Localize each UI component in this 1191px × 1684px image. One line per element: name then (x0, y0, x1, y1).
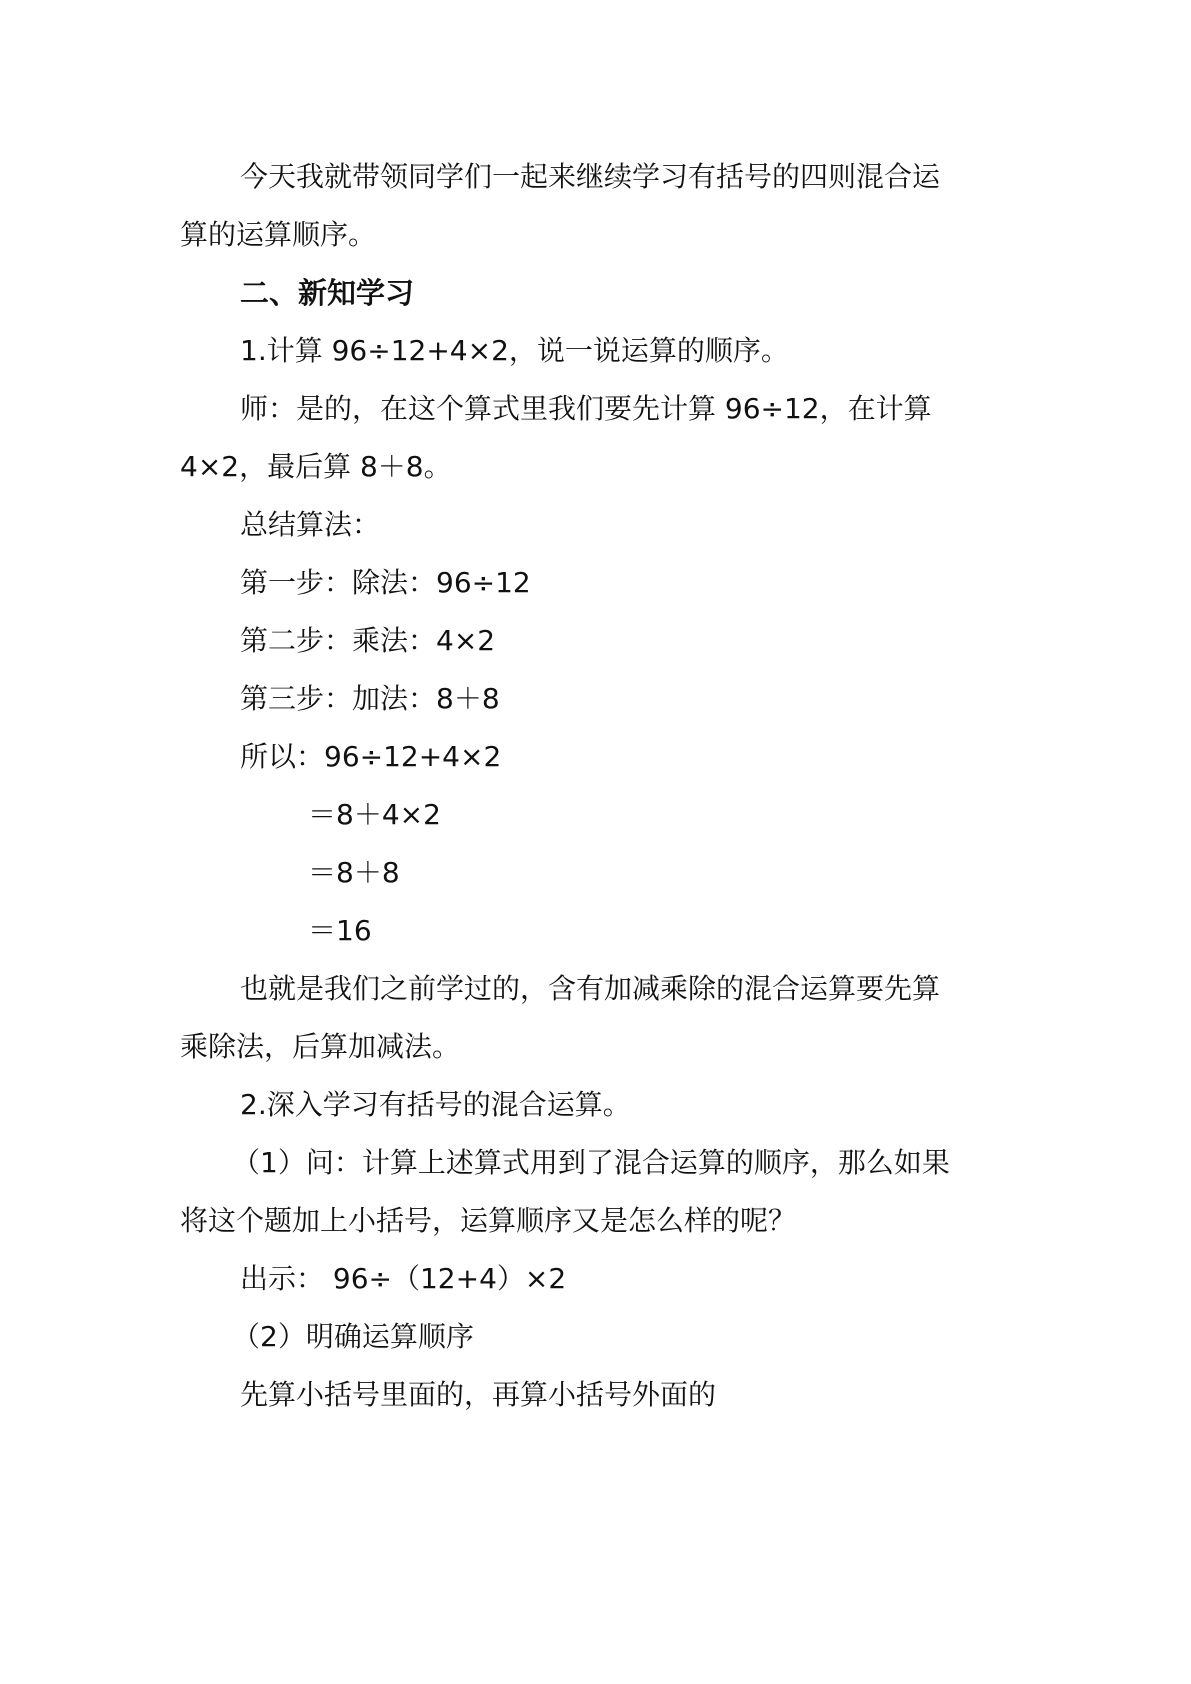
therefore-line: 所以：96÷12+4×2 (240, 740, 502, 773)
teacher-line-1: 师：是的，在这个算式里我们要先计算 96÷12，在计算 (240, 392, 932, 425)
question-line-2: 将这个题加上小括号，运算顺序又是怎么样的呢？ (180, 1204, 797, 1237)
step-3: 第三步：加法：8＋8 (240, 682, 500, 715)
intro-line-1: 今天我就带领同学们一起来继续学习有括号的四则混合运 (240, 160, 941, 193)
item-1: 1.计算 96÷12+4×2，说一说运算的顺序。 (240, 334, 789, 367)
section-heading: 二、新知学习 (240, 276, 415, 310)
question-line-1: （1）问：计算上述算式用到了混合运算的顺序，那么如果 (232, 1146, 950, 1179)
step-2: 第二步：乘法：4×2 (240, 624, 496, 657)
item-2: 2.深入学习有括号的混合运算。 (240, 1088, 631, 1121)
step-1: 第一步：除法：96÷12 (240, 566, 531, 599)
show-expression: 出示： 96÷（12+4）×2 (240, 1262, 567, 1295)
order-rule: 先算小括号里面的，再算小括号外面的 (240, 1378, 717, 1411)
equation-step-2: ＝8＋8 (308, 856, 400, 889)
review-line-1: 也就是我们之前学过的，含有加减乘除的混合运算要先算 (240, 972, 941, 1005)
intro-line-2: 算的运算顺序。 (180, 218, 377, 251)
equation-step-1: ＝8＋4×2 (308, 798, 441, 831)
equation-step-3: ＝16 (308, 914, 372, 947)
summary-title: 总结算法： (240, 508, 381, 541)
clarify-order: （2）明确运算顺序 (232, 1320, 474, 1353)
review-line-2: 乘除法，后算加减法。 (180, 1030, 461, 1063)
teacher-line-2: 4×2，最后算 8＋8。 (180, 450, 452, 483)
